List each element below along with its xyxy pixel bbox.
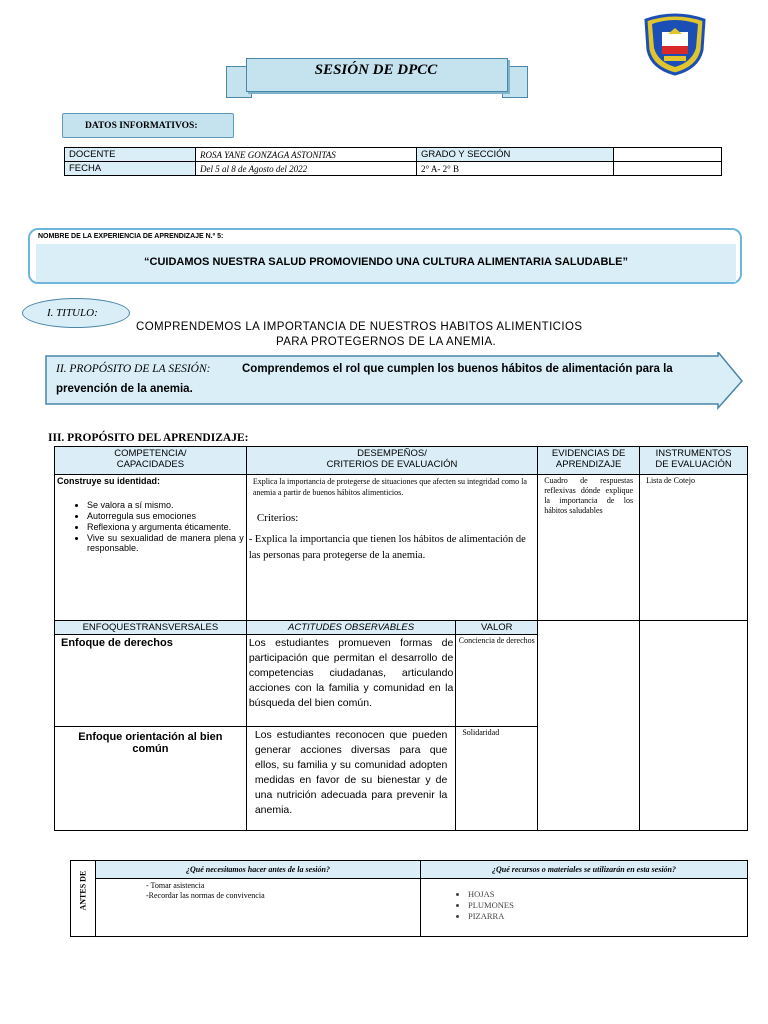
antes-action: - Tomar asistencia <box>146 881 205 890</box>
capacidad-item: • Se valora a sí mismo. <box>87 500 244 510</box>
header-competencia-2: CAPACIDADES <box>116 459 185 470</box>
docente-label: DOCENTE <box>65 148 196 162</box>
fecha-label: FECHA <box>65 162 196 176</box>
antes-question-1: ¿Qué necesitamos hacer antes de la sesión? <box>96 861 421 879</box>
instrumento-empty <box>640 621 748 831</box>
docente-value: ROSA YANE GONZAGA ASTONITAS <box>196 148 417 162</box>
datos-table <box>64 147 722 176</box>
proposito-aprendizaje-heading: III. PROPÓSITO DEL APRENDIZAJE: <box>48 432 249 444</box>
header-instrumentos-1: INSTRUMENTOS <box>655 448 732 459</box>
desempeno-cell <box>246 475 537 621</box>
competencia-title: Construye su identidad: <box>57 476 161 486</box>
experiencia-title: “CUIDAMOS NUESTRA SALUD PROMOVIENDO UNA CULTURA ALIMENTARIA SALUDABLE” <box>144 256 628 268</box>
evidencia-empty <box>538 621 640 831</box>
antes-action: -Recordar las normas de convivencia <box>146 891 265 900</box>
header-competencia-1: COMPETENCIA/ <box>114 448 187 459</box>
header-valor: VALOR <box>456 621 538 635</box>
antes-actions-cell <box>96 879 421 937</box>
enfoque-name: Enfoque orientación al bien común <box>55 727 247 831</box>
titulo-label: I. TITULO: <box>22 298 130 328</box>
header-evidencias-2: APRENDIZAJE <box>555 459 622 470</box>
grado-empty-cell <box>614 148 722 162</box>
fecha-value: Del 5 al 8 de Agosto del 2022 <box>196 162 417 176</box>
header-desempenos-1: DESEMPEÑOS/ <box>357 448 427 459</box>
proposito-arrow <box>42 352 746 410</box>
grado-label: GRADO Y SECCIÓN <box>417 148 614 162</box>
header-desempenos-2: CRITERIOS DE EVALUACIÓN <box>326 459 458 470</box>
capacidad-item: • Autorregula sus emociones <box>87 511 244 521</box>
grado-value: 2° A- 2° B <box>417 162 614 176</box>
antes-side-label: ANTES DE <box>78 870 88 911</box>
proposito-sesion-text-2: prevención de la anemia. <box>56 383 193 395</box>
header-evidencias-1: EVIDENCIAS DE <box>551 448 626 459</box>
header-enfoques: ENFOQUESTRANSVERSALES <box>55 621 247 635</box>
header-instrumentos-2: DE EVALUACIÓN <box>655 459 732 470</box>
material-item: • PIZARRA <box>468 911 746 921</box>
enfoque-actitud: Los estudiantes promueven formas de participación que permitan el desarrollo de competencias ciudadanas, articulando acciones con la familia y comunidad en la búsqueda del bien común. <box>246 635 456 727</box>
enfoque-actitud: Los estudiantes reconocen que pueden generar acciones diversas para que ellos, su familia y su comunidad adopten medidas en favor de su bienestar y de una nutrición adecuada para prevenir la anemia. <box>246 727 456 831</box>
criterio-text: - Explica la importancia que tienen los hábitos de alimentación de las personas para protegerse de la anemia. <box>248 534 526 561</box>
fecha-empty-cell <box>614 162 722 176</box>
proposito-sesion-label: II. PROPÓSITO DE LA SESIÓN: <box>56 363 211 375</box>
antes-table <box>70 860 748 937</box>
page-title: SESIÓN DE DPCC <box>314 62 438 78</box>
antes-materials-cell <box>420 879 747 937</box>
titulo-line1: COMPRENDEMOS LA IMPORTANCIA DE NUESTROS HABITOS ALIMENTICIOS <box>136 321 583 333</box>
material-item: • HOJAS <box>468 889 746 899</box>
header-actitudes: ACTITUDES OBSERVABLES <box>246 621 456 635</box>
proposito-sesion-text-1: Comprendemos el rol que cumplen los buenos hábitos de alimentación para la <box>242 363 673 375</box>
school-logo <box>640 12 710 76</box>
aprendizaje-table <box>54 446 748 831</box>
antes-question-2: ¿Qué recursos o materiales se utilizarán en esta sesión? <box>420 861 747 879</box>
header-desempenos <box>246 447 537 475</box>
header-competencia <box>55 447 247 475</box>
capacidad-item: • Reflexiona y argumenta éticamente. <box>87 522 244 532</box>
instrumento-cell: Lista de Cotejo <box>640 475 748 621</box>
titulo-line2: PARA PROTEGERNOS DE LA ANEMIA. <box>276 336 497 348</box>
datos-informativos-label: DATOS INFORMATIVOS: <box>62 113 234 138</box>
capacidades-list <box>57 500 244 553</box>
materials-list <box>422 889 746 921</box>
material-item: • PLUMONES <box>468 900 746 910</box>
desempeno-text: Explica la importancia de protegerse de situaciones que afecten su integridad como la anemia a partir de buenos hábitos alimenticios. <box>252 477 527 497</box>
enfoque-name: Enfoque de derechos <box>55 635 247 727</box>
criterios-label: Criterios: <box>256 512 299 524</box>
competencia-cell <box>55 475 247 621</box>
header-evidencias <box>538 447 640 475</box>
evidencia-cell: Cuadro de respuestas reflexivas dónde explique la importancia de los hábitos saludables <box>538 475 640 621</box>
enfoque-valor: Solidaridad <box>456 727 538 831</box>
antes-side-cell <box>71 861 96 937</box>
header-instrumentos <box>640 447 748 475</box>
experiencia-label: NOMBRE DE LA EXPERIENCIA DE APRENDIZAJE N.º 5: <box>38 233 224 240</box>
enfoque-valor: Conciencia de derechos <box>456 635 538 727</box>
capacidad-item: • Vive su sexualidad de manera plena y responsable. <box>87 533 244 553</box>
